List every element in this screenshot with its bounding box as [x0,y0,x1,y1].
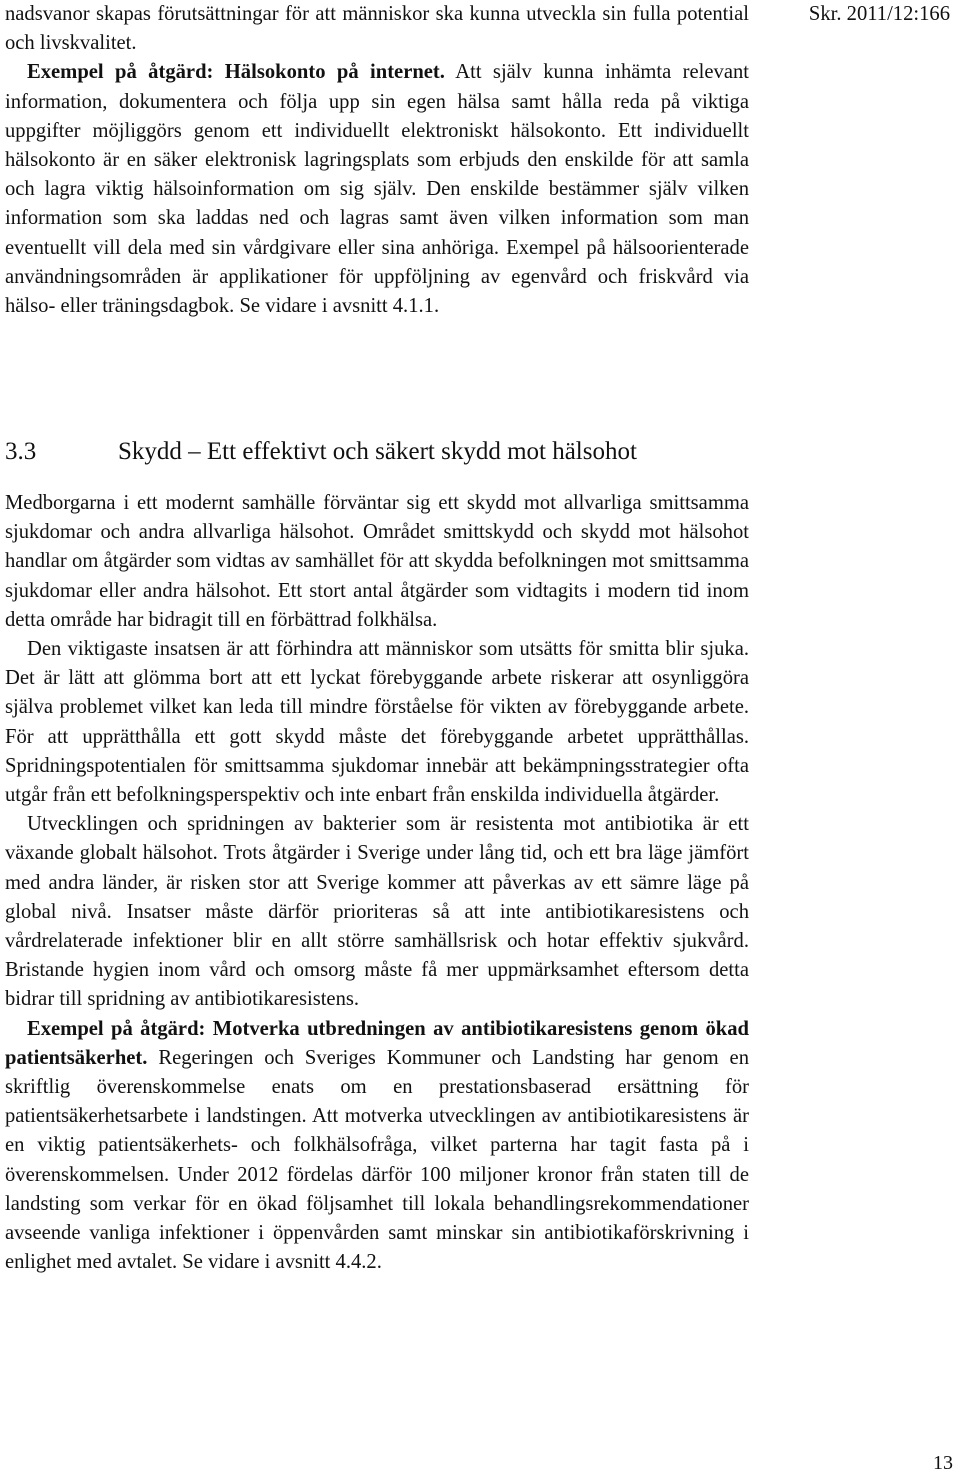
body-paragraph: Utvecklingen och spridningen av bakterier som är resistenta mot antibiotika är ett växande globalt hälsohot. Trots åtgärder i Sverige under lång tid, och ett bra läge jämfört med andra länder, är risken stor att Sverige kommer att påverkas av ett sämre läge på global nivå. Insatser måste därför prioriteras så att inte antibiotikaresistens och vårdrelaterade infektioner blir en allt större samhällsrisk och hotar effektiv sjukvård. Bristande hygien inom vård och omsorg måste få mer uppmärksamhet eftersom detta bidrar till spridning av antibiotikaresistens. [5,813,749,1011]
page-number: 13 [933,1452,953,1474]
section-number: 3.3 [5,438,37,465]
example-paragraph-health-account [5,58,749,321]
body-paragraph: Medborgarna i ett modernt samhälle förväntar sig ett skydd mot allvarliga smittsamma sjukdomar och andra allvarliga hälsohot. Området smittskydd och skydd mot hälsohot handlar om åtgärder som vidtas av samhället för att skydda befolkningen mot smittsamma sjukdomar eller andra hälsohot. Ett stort antal åtgärder som vidtagits i modern tid inom detta område har bidragit till en förbättrad folkhälsa. [5,492,749,631]
document-reference: Skr. 2011/12:166 [808,3,950,25]
example-text: Regeringen och Sveriges Kommuner och Landsting har genom en skriftlig överenskommelse enats om en prestationsbaserad ersättning för patientsäkerhetsarbete i landstingen. Att motverka utvecklingen av antibiotikaresistens är en viktig patientsäkerhets- och folkhälsofråga, vilket parterna har tagit fasta på i överenskommelsen. Under 2012 fördelas därför 100 miljoner kronor från staten till de landsting som verkar för en ökad följsamhet till lokala behandlingsrekommendationer avseende vanliga infektioner i öppenvården samt minskar sin antibiotikaförskrivning i enlighet med avtalet. Se vidare i avsnitt 4.4.2. [5,1046,749,1274]
example-paragraph-antibiotic-resistance [5,1015,749,1278]
top-text-block [5,0,749,321]
intro-fragment: nadsvanor skapas förutsättningar för att människor ska kunna utveckla sin fulla potential och livskvalitet. [5,3,749,55]
section-body [5,489,749,1277]
section-title: Skydd – Ett effektivt och säkert skydd mot hälsohot [118,438,637,465]
example-label: Exempel på åtgärd: Motverka utbredningen av antibiotikaresistens genom ökad patientsäkerhet. [5,1017,749,1069]
example-label: Exempel på åtgärd: Hälsokonto på internet. [27,61,445,84]
example-text: Att själv kunna inhämta relevant information, dokumentera och följa upp sin egen hälsa samt hålla reda på viktiga uppgifter möjliggörs genom ett individuellt elektroniskt hälsokonto. Ett individuellt hälsokonto är en säker elektronisk lagringsplats som erbjuds den enskilde för att samla och lagra viktig hälsoinformation om sig själv. Den enskilde bestämmer själv vilken information som ska laddas ned och lagras samt även vilken information som man eventuellt vill dela med sin vårdgivare eller sina anhöriga. Exempel på hälsoorienterade användningsområden är applikationer för uppföljning av egenvård och friskvård via hälso- eller träningsdagbok. Se vidare i avsnitt 4.1.1. [5,61,749,318]
body-paragraph: Den viktigaste insatsen är att förhindra att människor som utsätts för smitta blir sjuka. Det är lätt att glömma bort att ett lyckat förebyggande arbete riskerar att osynliggöra själva problemet vilket kan leda till mindre förståelse för vikten av förebyggande arbete. För att upprätthålla ett gott skydd måste det förebyggande arbetet upprätthållas. Spridningspotentialen för smittsamma sjukdomar innebär att bekämpningsstrategier ofta utgår från ett befolkningsperspektiv och inte enbart från enskilda individuella åtgärder. [5,638,749,807]
section-heading [5,437,765,467]
